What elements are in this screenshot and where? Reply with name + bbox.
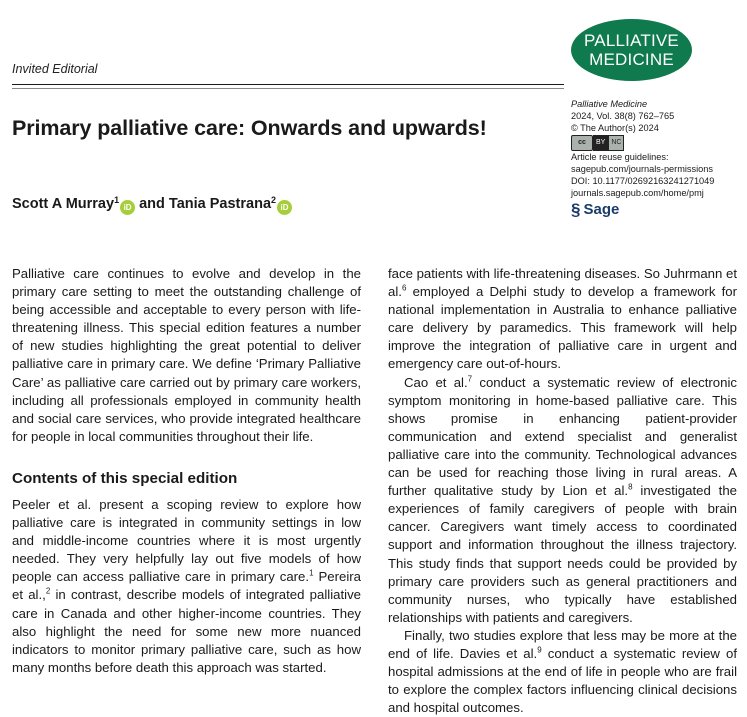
- text-run: face patients with life-threatening diseases. So Juhrmann et al.: [388, 266, 737, 300]
- reuse-guidelines-label: Article reuse guidelines:: [571, 152, 669, 163]
- text-run: conduct a systematic review of hospital admissions at the end of life in people who are frail to explore the complex factors influencing clinical decisions and hospital outcomes.: [388, 645, 738, 716]
- copyright-line: © The Author(s) 2024: [571, 122, 659, 133]
- publisher-logo: [571, 199, 714, 219]
- text-run: Peeler et al. present a scoping review to explore how palliative care is integrated in community settings in low and middle-income countries where it is most urgently needed. They very helpfully lay out five models of how people can access palliative care in primary care.: [12, 496, 361, 585]
- right-column: [388, 265, 737, 717]
- author-1-name[interactable]: Scott A Murray: [12, 196, 115, 212]
- logo-line-2: MEDICINE: [589, 50, 674, 69]
- body-paragraph: [388, 265, 737, 374]
- citation-ref[interactable]: 8: [628, 482, 633, 492]
- text-run: conduct a systematic review of electronic symptom monitoring in home-based palliative care. This shows promise in enhancing patient-provider communication and extend specialist and generalist palliative care into the community. Technological advances can be used for reaching those living in rural areas. A further qualitative study by Lion et al.: [388, 374, 737, 499]
- text-run: employed a Delphi study to develop a framework for national implementation in Australia to enhance palliative care delivery by paramedics. This framework will help improve the integration of palliative care in urgent and emergency care out-of-hours.: [388, 284, 737, 372]
- journal-logo: [571, 19, 692, 81]
- cc-license-badge[interactable]: [571, 135, 714, 151]
- text-run: Pereira et al.,: [12, 569, 361, 603]
- text-run: Finally, two studies explore that less may be more at the end of life. Davies et al.: [388, 627, 737, 661]
- article-title: Primary palliative care: Onwards and upwards!: [12, 116, 487, 140]
- author-1-affiliation: 1: [114, 195, 120, 205]
- left-column: [12, 265, 361, 677]
- contents-paragraph: [12, 496, 361, 677]
- section-heading: Contents of this special edition: [12, 469, 238, 487]
- author-connector: and: [139, 196, 165, 212]
- cc-by-label: BY: [593, 135, 608, 151]
- author-2-affiliation: 2: [271, 195, 277, 205]
- citation-ref[interactable]: 7: [467, 374, 473, 384]
- article-type-label: Invited Editorial: [12, 62, 98, 76]
- header-rule-top: [12, 84, 564, 85]
- orcid-icon[interactable]: iD: [120, 200, 135, 215]
- text-run: in contrast, describe models of integrated palliative care in Canada and other higher-income countries. They also highlight the need for some new more nuanced indicators to monitor primary palliative care, such as how many months before death this approach was started.: [12, 587, 362, 675]
- intro-paragraph: Palliative care continues to evolve and develop in the primary care setting to meet the outstanding challenge of being accessible and acceptable to every person with life-threatening illness. This special edition features a number of new studies highlighting the great potential to deliver palliative care in primary care. We define ‘Primary Palliative Care’ as palliative care carried out by primary care workers, including all professionals employed in community health and social care services, who provide integrated healthcare for people in local communities throughout their life.: [12, 266, 361, 444]
- cc-nc-label: NC: [608, 135, 624, 151]
- logo-line-1: PALLIATIVE: [584, 31, 679, 50]
- citation-ref[interactable]: 2: [45, 587, 51, 597]
- citation-ref[interactable]: 9: [537, 645, 542, 655]
- body-paragraph: [388, 374, 737, 627]
- reuse-guidelines-link[interactable]: sagepub.com/journals-permissions: [571, 164, 713, 175]
- publisher-name: Sage: [583, 200, 620, 218]
- author-line: [12, 196, 292, 215]
- text-run: Cao et al.: [404, 374, 468, 390]
- body-paragraph: [388, 627, 737, 717]
- journal-name: Palliative Medicine: [571, 99, 648, 109]
- author-2-name[interactable]: Tania Pastrana: [168, 196, 272, 212]
- citation-ref[interactable]: 1: [309, 568, 314, 578]
- text-run: investigated the experiences of family caregivers of people with brain cancer. Caregivers want timely access to coordinated support and information throughout the illness trajectory. This study finds that support needs could be provided by primary care providers such as general practitioners and community nurses, who typically have established relationships with patients and caregivers.: [388, 483, 737, 625]
- journal-home-link[interactable]: journals.sagepub.com/home/pmj: [571, 187, 704, 198]
- orcid-icon[interactable]: iD: [277, 200, 292, 215]
- header-rule-bottom: [12, 88, 564, 89]
- volume-info: 2024, Vol. 38(8) 762–765: [571, 110, 675, 121]
- article-metadata: [571, 99, 715, 219]
- sage-icon: §: [571, 199, 581, 219]
- citation-ref[interactable]: 6: [401, 283, 407, 293]
- cc-icon: cc: [571, 135, 593, 151]
- doi-line[interactable]: DOI: 10.1177/02692163241271049: [571, 175, 715, 186]
